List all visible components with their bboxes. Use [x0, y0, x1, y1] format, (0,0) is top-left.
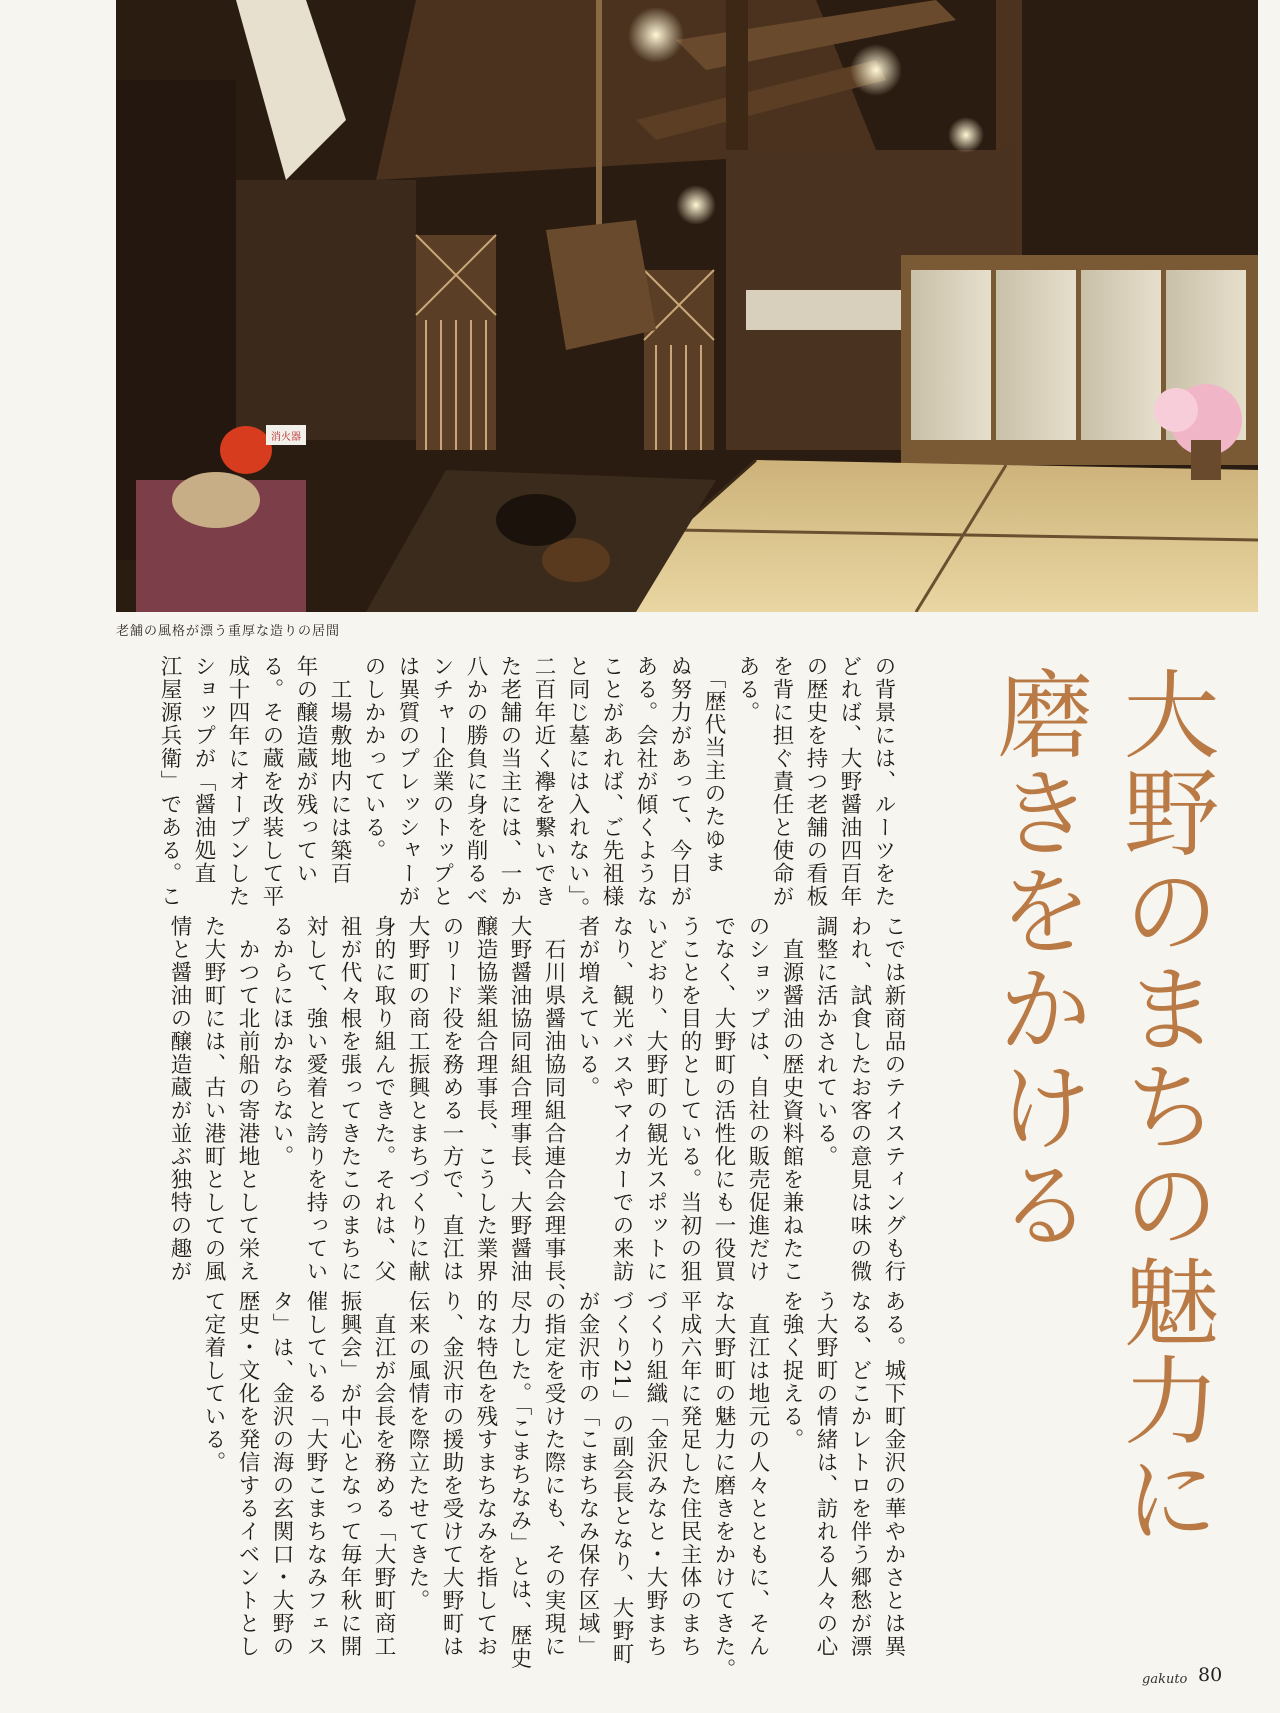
interior-photo: [116, 0, 1258, 612]
body-column-middle: こでは新商品のテイスティングも行 われ、試食したお客の意見は味の微 調整に活かされている。 直源醤油の歴史資料館を兼ねたこ のショップは、自社の販売促進だけ でなく、大野町の活性化にも一役買 うことを目的としている。当初の狙 いどおり、大野町の観光スポットに なり、観光バスやマイカーでの来訪 者が増えている。 石川県醤油協同組合連合会理事長、 大野醤油協同組合理事長、大野醤油 醸造協業組合理事長、こうした業界 のリード役を務める一方で、直江は 大野町の商工振興とまちづくりに献 身的に取り組んできた。それは、父 祖が代々根を張ってきたこのまちに 対して、強い愛着と誇りを持ってい るからにほかならない。 かつて北前船の寄港地として栄え た大野町には、古い港町としての風 情と醤油の醸造蔵が並ぶ独特の趣が: [167, 915, 906, 1306]
photo-caption: 老舗の風格が漂う重厚な造りの居間: [116, 624, 341, 639]
interior-photo-illustration: [116, 0, 1258, 612]
fire-extinguisher-sign: 消火器: [271, 432, 301, 443]
body-column-upper: の背景には、ルーツをた どれば、大野醤油四百年 の歴史を持つ老舗の看板 を背に担ぐ責任と使命が ある。 「歴代当主のたゆま ぬ努力があって、今日が ある。会社が傾くような ことがあれば、ご先祖様 と同じ墓には入れない」。 二百年近く襷を繋いでき た老舗の当主には、一か 八かの勝負に身を削るべ ンチャー企業のトップと は異質のプレッシャーが のしかかっている。 工場敷地内には築百 年の醸造蔵が残ってい る。その蔵を改装して平 成十四年にオープンした ショップが「醤油処直 江屋源兵衛」である。こ: [157, 655, 896, 921]
article-title: 大野のまちの魅力に 磨きをかける: [982, 665, 1220, 1547]
magazine-brand: gakuto: [1142, 1672, 1188, 1687]
page-number: 80: [1198, 1664, 1223, 1686]
body-column-bottom: ある。城下町金沢の華やかさとは異 なる、どこかレトロを伴う郷愁が漂 う大野町の情緒は、訪れる人々の心 を強く捉える。 直江は地元の人々とともに、そん な大野町の魅力に磨きをかけてきた。 平成六年に発足した住民主体のまち づくり組織「金沢みなと・大野まち づくり21」の副会長となり、大野町 が金沢市の「こまちなみ保存区域」 の指定を受けた際にも、その実現に 尽力した。「こまちなみ」とは、歴史 的な特色を残すまちなみを指してお り、金沢市の援助を受けて大野町は 伝来の風情を際立たせてきた。 直江が会長を務める「大野町商工 振興会」が中心となって毎年秋に開 催している「大野こまちなみフェス タ」は、金沢の海の玄関口・大野の 歴史・文化を発信するイベントとし て定着している。: [201, 1290, 906, 1681]
